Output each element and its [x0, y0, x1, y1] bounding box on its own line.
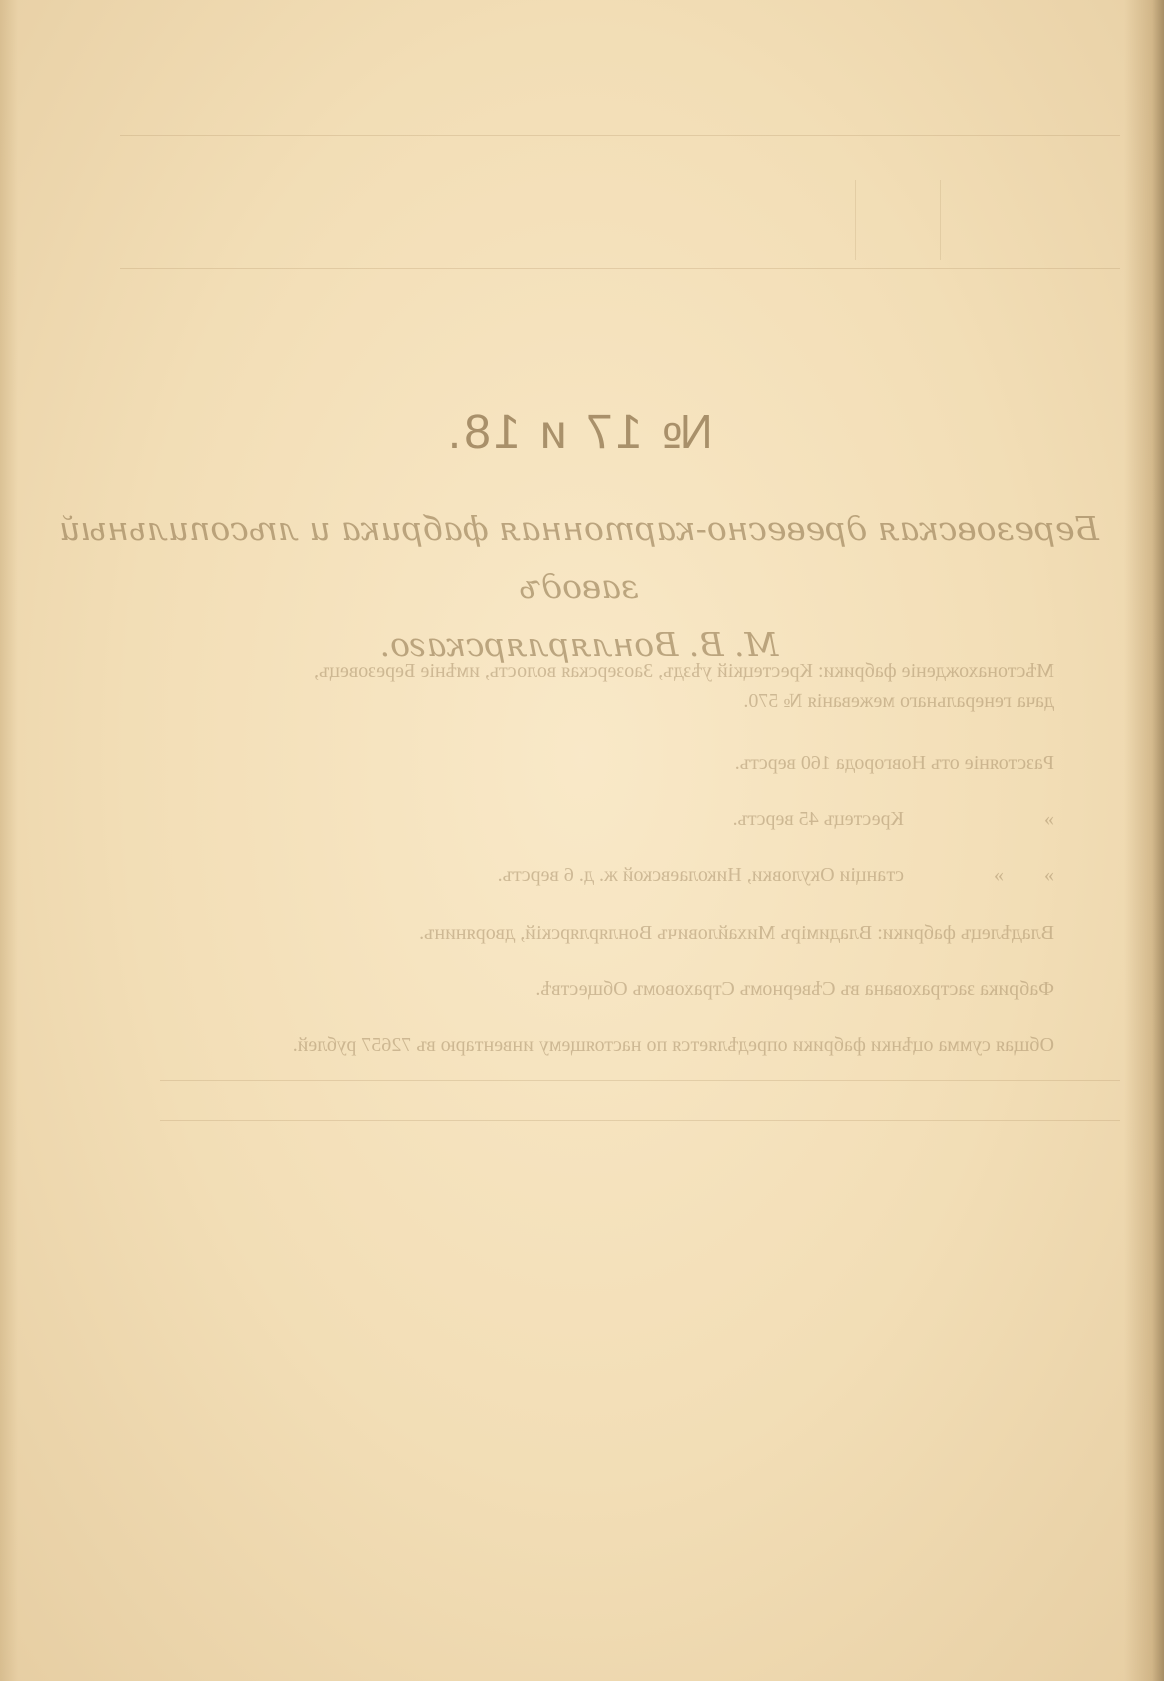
- page-edge-left: [0, 0, 18, 1681]
- bleed-through-line: [120, 135, 1120, 136]
- bleed-through-line: [120, 268, 1120, 269]
- bleed-through-line: [160, 1120, 1120, 1121]
- detail-line-owner: Владѣлецъ фабрики: Владиміръ Михайловичъ Вонлярлярскій, дворянинъ.: [419, 922, 1054, 944]
- document-number-title: № 17 и 18.: [444, 406, 714, 459]
- detail-line-valuation: Общая сумма оцѣнки фабрики опредѣляется по настоящему инвентарю въ 72657 рублей.: [292, 1034, 1054, 1056]
- bleed-through-line: [940, 180, 941, 260]
- bleed-through-line: [160, 1080, 1120, 1081]
- detail-line-insurance: Фабрика застрахована въ Сѣверномъ Страховомъ Обществѣ.: [535, 978, 1054, 1000]
- ditto-mark: »: [1044, 808, 1054, 830]
- factory-name-heading: [14, 500, 1144, 674]
- page-edge-right: [1124, 0, 1164, 1681]
- detail-line-location-cont: дача генеральнаго межеванія № 570.: [743, 690, 1054, 712]
- detail-line-distance-station: станціи Окуловки, Николаевской ж. д. 6 верстъ.: [497, 864, 904, 886]
- ditto-mark: »: [994, 864, 1004, 886]
- ditto-mark: »: [1044, 864, 1054, 886]
- detail-line-location: Мѣстонахожденіе фабрики: Крестецкій уѣздъ, Заозерская волость, имѣніе Березовецъ,: [314, 660, 1054, 682]
- factory-name-line-2: М. В. Вонлярлярскаго.: [379, 625, 779, 664]
- detail-line-distance-novgorod: Разстояніе отъ Новгорода 160 верстъ.: [734, 752, 1054, 774]
- detail-line-distance-krestets: Крестецъ 45 верстъ.: [732, 808, 904, 830]
- bleed-through-line: [855, 180, 856, 260]
- factory-name-line-1: Березовская древесно-картонная фабрика и лѣсопильный заводъ: [59, 509, 1099, 606]
